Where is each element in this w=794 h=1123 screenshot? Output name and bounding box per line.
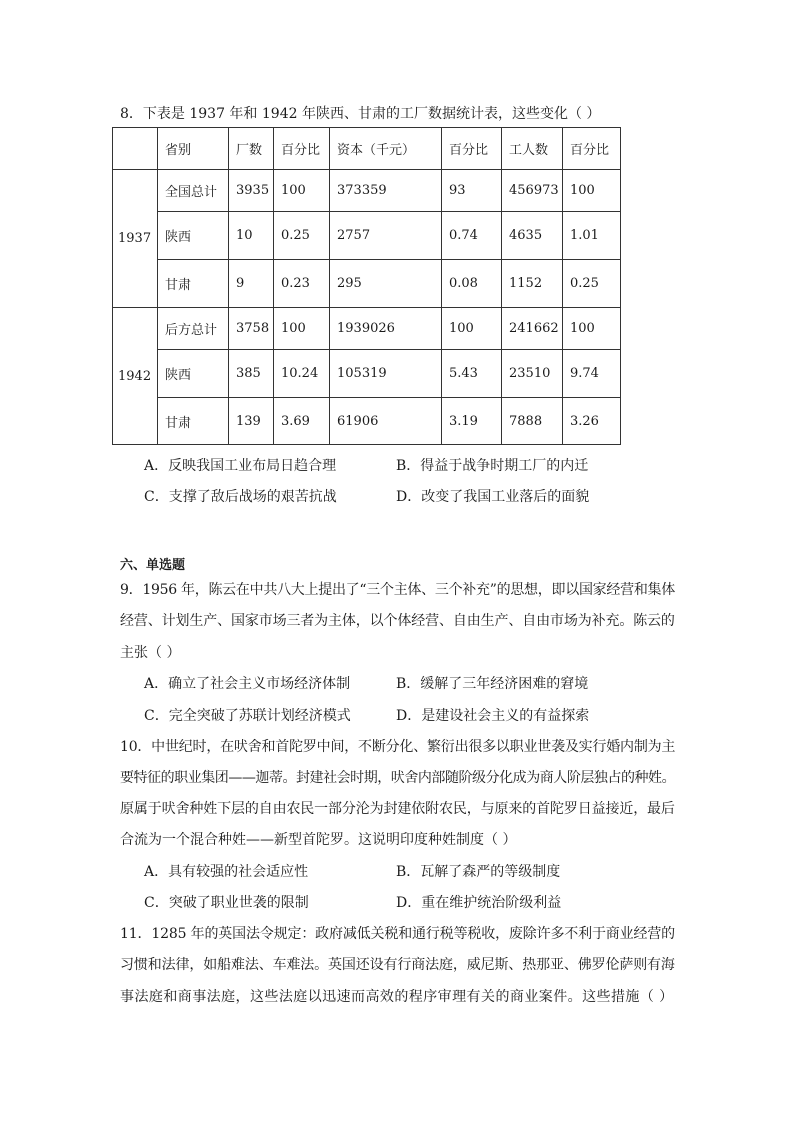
q10-option-a: A．具有较强的社会适应性 bbox=[144, 864, 309, 880]
q8-option-b: B．得益于战争时期工厂的内迁 bbox=[396, 458, 589, 474]
table-cell: 陕西 bbox=[158, 350, 229, 398]
table-cell: 全国总计 bbox=[158, 170, 229, 212]
table-cell: 0.08 bbox=[442, 260, 502, 308]
table-cell: 3.19 bbox=[442, 398, 502, 445]
table-cell: 3935 bbox=[229, 170, 274, 212]
question-10-line: 合流为一个混合种姓——新型首陀罗。这说明印度种姓制度（ ） bbox=[120, 832, 517, 848]
question-10-line: 原属于吠舍种姓下层的自由农民一部分沦为封建依附农民，与原来的首陀罗日益接近，最后 bbox=[120, 801, 675, 817]
table-cell: 9 bbox=[229, 260, 274, 308]
table-row bbox=[113, 260, 621, 308]
q9-option-b: B．缓解了三年经济困难的窘境 bbox=[396, 676, 589, 692]
table-cell: 93 bbox=[442, 170, 502, 212]
table-cell: 0.74 bbox=[442, 212, 502, 260]
table-cell: 456973 bbox=[502, 170, 563, 212]
question-11-line: 习惯和法律，如船难法、车难法。英国还设有行商法庭，威尼斯、热那亚、佛罗伦萨则有海 bbox=[120, 957, 675, 973]
table-row bbox=[113, 308, 621, 350]
table-cell: 5.43 bbox=[442, 350, 502, 398]
table-cell: 105319 bbox=[330, 350, 442, 398]
table-header-row bbox=[113, 128, 621, 170]
table-cell: 373359 bbox=[330, 170, 442, 212]
table-cell: 3.69 bbox=[274, 398, 330, 445]
table-cell: 1939026 bbox=[330, 308, 442, 350]
table-header-cell bbox=[113, 128, 158, 170]
table-cell: 1152 bbox=[502, 260, 563, 308]
question-11-line: 事法庭和商事法庭，这些法庭以迅速而高效的程序审理有关的商业案件。这些措施（ ） bbox=[120, 989, 674, 1005]
q10-option-c: C．突破了职业世袭的限制 bbox=[144, 895, 309, 911]
table-cell: 100 bbox=[563, 170, 621, 212]
table-cell: 2757 bbox=[330, 212, 442, 260]
question-9-line: 主张（ ） bbox=[120, 645, 181, 661]
table-cell: 甘肃 bbox=[158, 260, 229, 308]
table-header-cell: 省别 bbox=[158, 128, 229, 170]
table-cell: 100 bbox=[563, 308, 621, 350]
table-cell: 100 bbox=[274, 170, 330, 212]
question-10-line: 要特征的职业集团——迦蒂。封建社会时期，吠舍内部随阶级分化成为商人阶层独占的种姓。 bbox=[120, 770, 676, 786]
year-cell-1942: 1942 bbox=[113, 308, 158, 445]
table-cell: 陕西 bbox=[158, 212, 229, 260]
q8-option-d: D．改变了我国工业落后的面貌 bbox=[396, 489, 590, 505]
table-header-cell: 百分比 bbox=[563, 128, 621, 170]
q8-option-c: C．支撑了敌后战场的艰苦抗战 bbox=[144, 489, 337, 505]
table-header-cell: 厂数 bbox=[229, 128, 274, 170]
table-cell: 10 bbox=[229, 212, 274, 260]
section-heading: 六、单选题 bbox=[120, 558, 186, 573]
question-9-line: 9．1956 年，陈云在中共八大上提出了“三个主体、三个补充”的思想，即以国家经营和集体 bbox=[120, 582, 675, 598]
question-8-stem: 8．下表是 1937 年和 1942 年陕西、甘肃的工厂数据统计表，这些变化（ ） bbox=[120, 106, 601, 122]
table-cell: 甘肃 bbox=[158, 398, 229, 445]
table-row bbox=[113, 350, 621, 398]
table-header-cell: 资本（千元） bbox=[330, 128, 442, 170]
table-cell: 61906 bbox=[330, 398, 442, 445]
table-cell: 7888 bbox=[502, 398, 563, 445]
factory-data-table bbox=[112, 127, 621, 445]
table-cell: 3758 bbox=[229, 308, 274, 350]
table-header-cell: 百分比 bbox=[442, 128, 502, 170]
table-cell: 385 bbox=[229, 350, 274, 398]
table-cell: 139 bbox=[229, 398, 274, 445]
q10-option-d: D．重在维护统治阶级利益 bbox=[396, 895, 562, 911]
year-cell-1937: 1937 bbox=[113, 170, 158, 308]
question-9-line: 经营、计划生产、国家市场三者为主体，以个体经营、自由生产、自由市场为补充。陈云的 bbox=[120, 613, 675, 629]
table-cell: 100 bbox=[442, 308, 502, 350]
table-cell: 9.74 bbox=[563, 350, 621, 398]
question-11-line: 11．1285 年的英国法令规定：政府减低关税和通行税等税收，废除许多不利于商业经营的 bbox=[120, 926, 676, 942]
question-10-line: 10．中世纪时，在吠舍和首陀罗中间，不断分化、繁衍出很多以职业世袭及实行婚内制为主 bbox=[120, 739, 676, 755]
q9-option-d: D．是建设社会主义的有益探索 bbox=[396, 708, 590, 724]
table-cell: 0.25 bbox=[563, 260, 621, 308]
table-cell: 0.25 bbox=[274, 212, 330, 260]
table-cell: 295 bbox=[330, 260, 442, 308]
table-header-cell: 百分比 bbox=[274, 128, 330, 170]
table-cell: 4635 bbox=[502, 212, 563, 260]
q10-option-b: B．瓦解了森严的等级制度 bbox=[396, 864, 561, 880]
table-cell: 0.23 bbox=[274, 260, 330, 308]
q8-option-a: A．反映我国工业布局日趋合理 bbox=[144, 458, 337, 474]
table-cell: 1.01 bbox=[563, 212, 621, 260]
table-cell: 3.26 bbox=[563, 398, 621, 445]
table-cell: 241662 bbox=[502, 308, 563, 350]
q9-option-a: A．确立了社会主义市场经济体制 bbox=[144, 676, 351, 692]
table-cell: 100 bbox=[274, 308, 330, 350]
q9-option-c: C．完全突破了苏联计划经济模式 bbox=[144, 708, 351, 724]
table-cell: 后方总计 bbox=[158, 308, 229, 350]
table-row bbox=[113, 398, 621, 445]
table-row bbox=[113, 170, 621, 212]
table-row bbox=[113, 212, 621, 260]
table-header-cell: 工人数 bbox=[502, 128, 563, 170]
table-cell: 23510 bbox=[502, 350, 563, 398]
table-cell: 10.24 bbox=[274, 350, 330, 398]
